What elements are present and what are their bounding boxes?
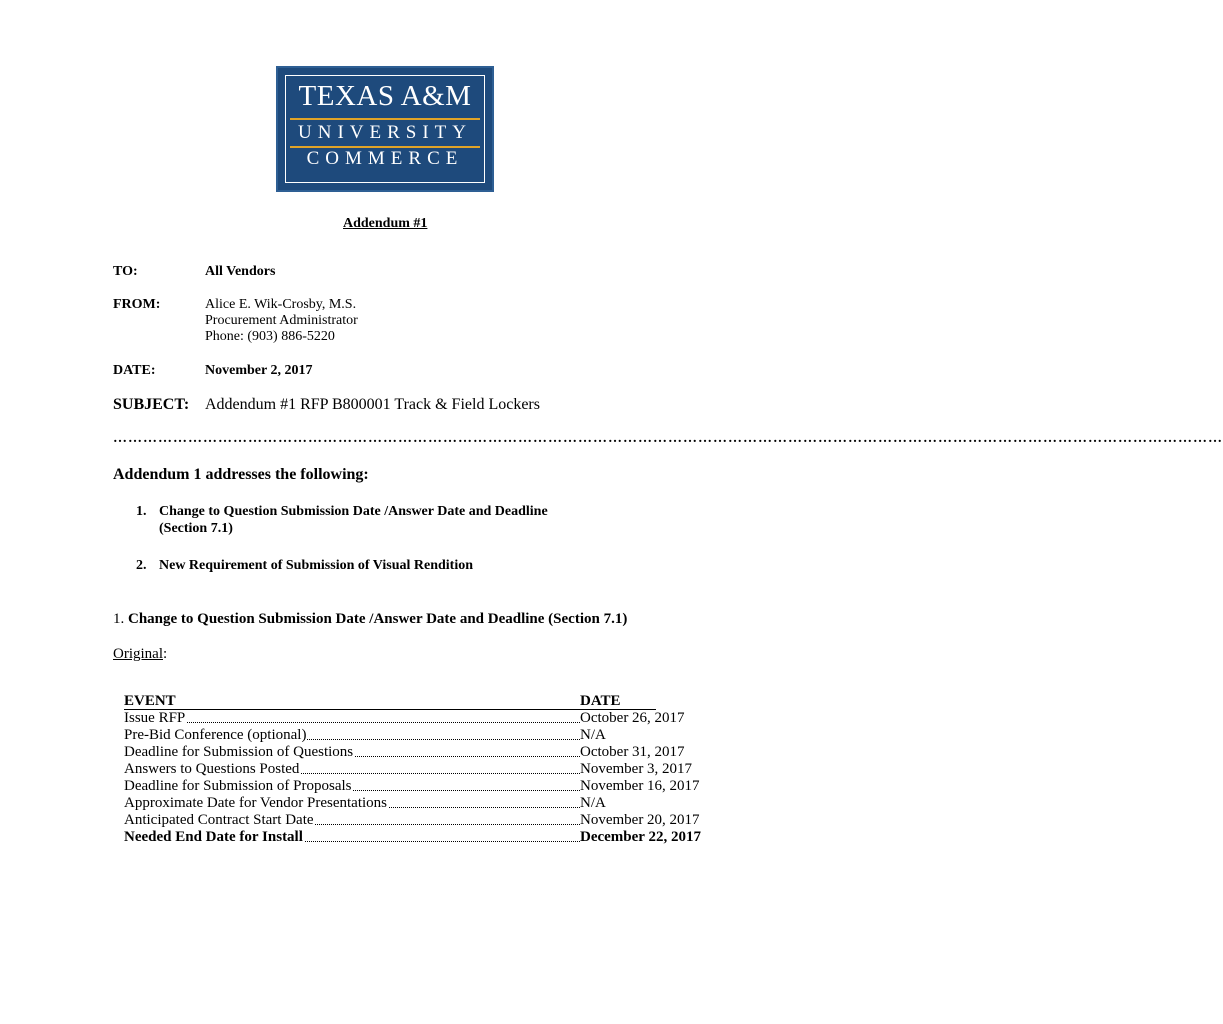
list-item-number: 1. [136,504,147,519]
schedule-event: Deadline for Submission of Questions [124,744,354,760]
schedule-date: October 26, 2017 [580,710,685,726]
from-name: Alice E. Wik-Crosby, M.S. [205,297,357,312]
list-item-number: 2. [136,558,147,573]
table-row [124,829,701,846]
logo-text-line2: UNIVERSITY [298,122,472,143]
intro-heading: Addendum 1 addresses the following: [113,466,369,483]
table-row [124,812,698,829]
date-label: DATE: [113,363,156,378]
schedule-date: November 3, 2017 [580,761,693,777]
to-value: All Vendors [205,264,276,279]
page-title: Addendum #1 [343,216,428,231]
subject-label: SUBJECT: [113,396,190,413]
list-item-text: New Requirement of Submission of Visual Rendition [159,558,474,573]
original-label [113,646,167,663]
dot-leader [124,722,580,723]
table-row [124,727,698,744]
schedule-header-date: DATE [580,693,621,709]
table-row [124,778,698,795]
from-title: Procurement Administrator [205,313,358,328]
table-row [124,761,698,778]
schedule-header-event: EVENT [124,693,176,709]
from-label: FROM: [113,297,161,312]
schedule-date: N/A [580,727,606,743]
original-label-colon: : [163,646,168,662]
to-label: TO: [113,264,138,279]
schedule-event: Needed End Date for Install [124,829,303,845]
schedule-event: Approximate Date for Vendor Presentations [124,795,387,811]
list-item-text-continued: (Section 7.1) [159,521,233,536]
schedule-header-row [124,693,698,710]
logo-text-line3: COMMERCE [306,148,464,169]
section-number: 1. [113,611,125,627]
schedule-event: Anticipated Contract Start Date [124,812,314,828]
schedule-date: November 16, 2017 [580,778,700,794]
logo-text-line1: TEXAS A&M [298,80,472,112]
section-title: Change to Question Submission Date /Answer Date and Deadline (Section 7.1) [128,611,628,627]
original-label-text: Original [113,646,163,662]
schedule-date: N/A [580,795,606,811]
list-item-text: Change to Question Submission Date /Answer Date and Deadline [159,504,548,519]
from-phone: Phone: (903) 886-5220 [205,329,335,344]
schedule-event: Pre-Bid Conference (optional) [124,727,307,743]
schedule-event: Answers to Questions Posted [124,761,300,777]
schedule-event: Deadline for Submission of Proposals [124,778,352,794]
schedule-date: December 22, 2017 [580,829,701,845]
dotted-separator: …………………………………………………………………………………………………………………………………………………………………………………………………… [113,431,1223,446]
logo-rule-top [290,118,480,120]
university-logo [276,66,494,192]
schedule-date: November 20, 2017 [580,812,700,828]
table-row [124,744,698,761]
schedule-date: October 31, 2017 [580,744,685,760]
table-row [124,710,698,727]
schedule-event: Issue RFP [124,710,186,726]
table-row [124,795,698,812]
section-heading [113,611,627,628]
date-value: November 2, 2017 [205,363,313,378]
subject-value: Addendum #1 RFP B800001 Track & Field Lockers [205,396,540,413]
